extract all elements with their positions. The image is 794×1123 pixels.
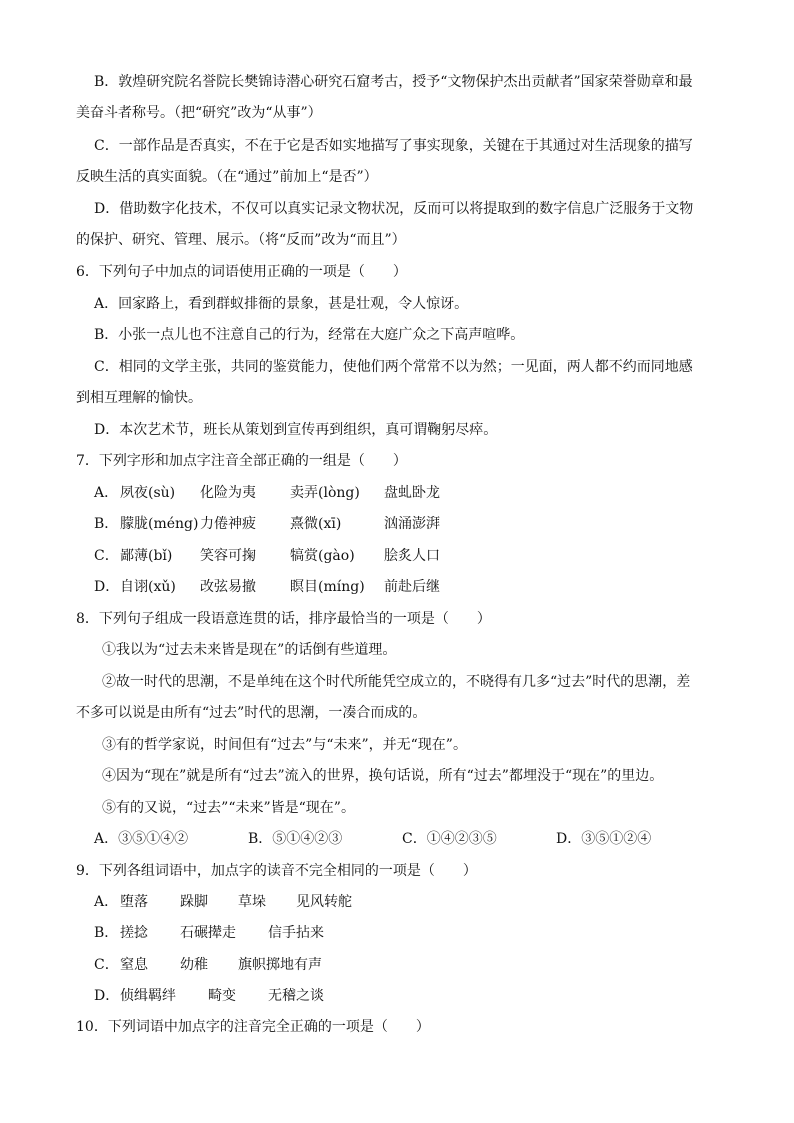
- option-word: 信手拈来: [268, 925, 324, 941]
- text-line: ②故一时代的思潮，不是单纯在这个时代所能凭空成立的，不晓得有几多“过去”时代的思潮，差: [102, 674, 691, 690]
- option-label: D．: [94, 579, 120, 595]
- text-line: ⑤有的又说，“过去”“未来”皆是“现在”。: [102, 800, 355, 816]
- option-word: 窒息: [120, 957, 148, 973]
- question-stem: 9．下列各组词语中，加点字的读音不完全相同的一项是（ ）: [76, 863, 477, 879]
- option-word: 跺脚: [180, 894, 208, 910]
- option-label: B．: [94, 925, 119, 941]
- text-line: 7．下列字形和加点字注音全部正确的一组是（ ）: [76, 453, 407, 469]
- option-label: D．: [94, 988, 120, 1004]
- option-word: 力倦神疲: [200, 516, 256, 532]
- option-word: 卖弄(lòng): [290, 485, 360, 501]
- option-word: 笑容可掬: [200, 548, 256, 564]
- text-line: B．敦煌研究院名誉院长樊锦诗潜心研究石窟考古，授予“文物保护杰出贡献者”国家荣誉勋章和最: [94, 74, 693, 90]
- option-label: C．: [94, 957, 119, 973]
- option-word: 盘虬卧龙: [384, 485, 440, 501]
- option-word: 幼稚: [180, 957, 208, 973]
- option-word: 草垛: [238, 894, 266, 910]
- option-word: 石碾撵走: [180, 925, 236, 941]
- question-stem: 10．下列词语中加点字的注音完全正确的一项是（ ）: [76, 1019, 430, 1035]
- text-line: 到相互理解的愉快。: [76, 390, 202, 406]
- option-word: 犒赏(gào): [290, 548, 355, 564]
- text-line: 反映生活的真实面貌。（在“通过”前加上“是否”）: [76, 169, 378, 185]
- option-word: 畸变: [208, 988, 236, 1004]
- text-line: 6．下列句子中加点的词语使用正确的一项是（ ）: [76, 264, 407, 280]
- text-line: C．一部作品是否真实，不在于它是否如实地描写了事实现象，关键在于其通过对生活现象的描写: [94, 138, 693, 154]
- option-word: 自诩(xǔ): [120, 579, 176, 595]
- option-label: A．: [94, 894, 119, 910]
- text-line: C．相同的文学主张，共同的鉴赏能力，使他们两个常常不以为然；一见面，两人都不约而同地感: [94, 359, 693, 375]
- text-line: D．本次艺术节，班长从策划到宣传再到组织，真可谓鞠躬尽瘁。: [94, 422, 498, 438]
- option-label: B．: [94, 516, 119, 532]
- text-line: A．回家路上，看到群蚁排衙的景象，甚是壮观，令人惊讶。: [94, 296, 469, 312]
- text-line: 美奋斗者称号。（把“研究”改为“从事”）: [76, 105, 322, 121]
- option-word: 汹涌澎湃: [384, 516, 440, 532]
- text-line: B．小张一点儿也不注意自己的行为，经常在大庭广众之下高声喧哗。: [94, 327, 525, 343]
- option-word: 鄙薄(bǐ): [120, 548, 173, 564]
- option-word: 堕落: [120, 894, 148, 910]
- option-word: 夙夜(sù): [120, 485, 176, 501]
- option-word: 改弦易撤: [200, 579, 256, 595]
- option-word: 无稽之谈: [268, 988, 324, 1004]
- option-word: 侦缉羁绊: [120, 988, 176, 1004]
- option-word: 瞑目(míng): [290, 579, 365, 595]
- option-word: 旗帜掷地有声: [238, 957, 322, 973]
- option-word: 前赴后继: [384, 579, 440, 595]
- option-label: C．: [94, 548, 119, 564]
- text-line: ①我以为“过去未来皆是现在”的话倒有些道理。: [102, 642, 397, 658]
- text-line: ③有的哲学家说，时间但有“过去”与“未来”，并无“现在”。: [102, 737, 467, 753]
- option-word: 朦胧(méng): [120, 516, 199, 532]
- text-line: 的保护、研究、管理、展示。（将“反而”改为“而且”）: [76, 232, 406, 248]
- option-item: C．①④②③⑤: [402, 831, 497, 847]
- option-word: 熹微(xī): [290, 516, 342, 532]
- option-item: D．③⑤①②④: [556, 831, 652, 847]
- text-line: ④因为“现在”就是所有“过去”流入的世界，换句话说，所有“过去”都埋没于“现在”的里边。: [102, 768, 664, 784]
- option-word: 化险为夷: [200, 485, 256, 501]
- option-item: A．③⑤①④②: [94, 831, 189, 847]
- option-item: B．⑤①④②③: [248, 831, 343, 847]
- option-word: 搓捻: [120, 925, 148, 941]
- option-word: 脍炙人口: [384, 548, 440, 564]
- text-line: 不多可以说是由所有“过去”时代的思潮，一凑合而成的。: [76, 705, 427, 721]
- option-word: 见风转舵: [296, 894, 352, 910]
- text-line: 8．下列句子组成一段语意连贯的话，排序最恰当的一项是（ ）: [76, 611, 491, 627]
- option-label: A．: [94, 485, 119, 501]
- text-line: D．借助数字化技术，不仅可以真实记录文物状况，反而可以将提取到的数字信息广泛服务于文物: [94, 201, 694, 217]
